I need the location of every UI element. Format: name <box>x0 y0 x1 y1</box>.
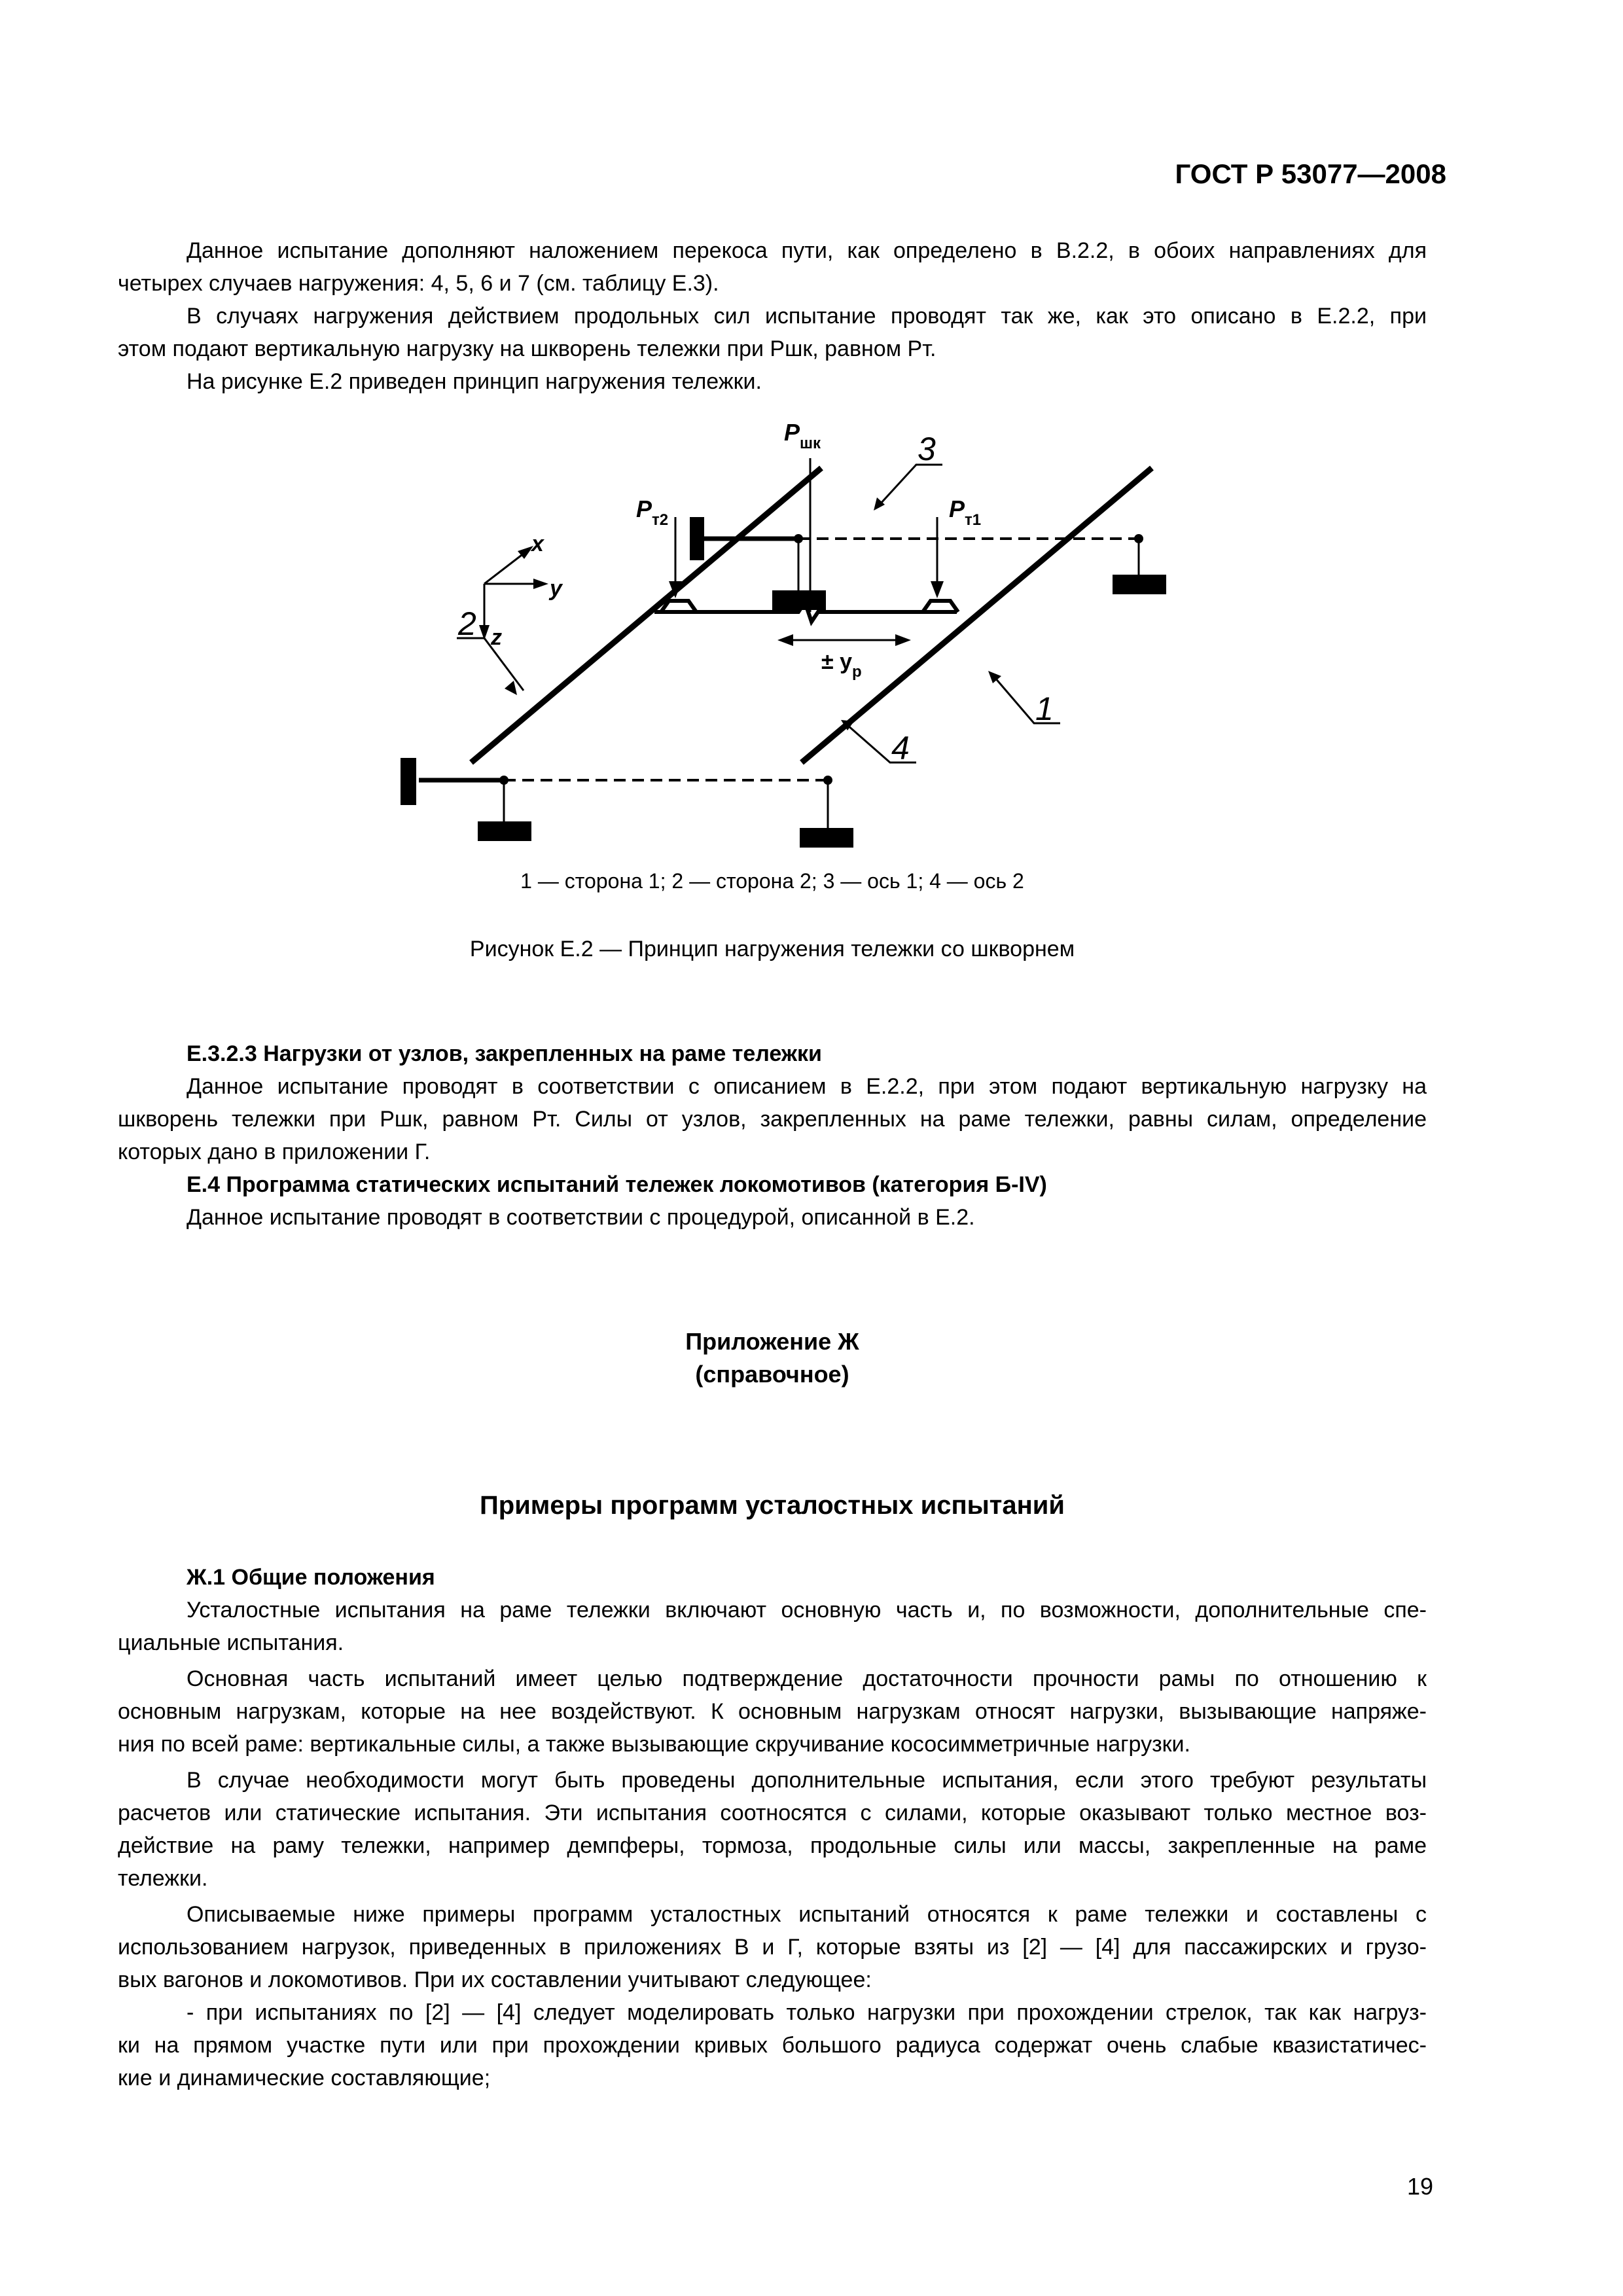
paragraph-line: использованием нагрузок, приведенных в приложениях В и Г, которые взяты из [2] — [4] для пассажирских и грузо- <box>118 1935 1427 1960</box>
figure-caption: Рисунок Е.2 — Принцип нагружения тележки со шкворнем <box>469 937 1075 961</box>
paragraph-line: действие на раму тележки, например демпферы, тормоза, продольные силы или массы, закрепленные на раме <box>118 1833 1427 1858</box>
paragraph-line: ния по всей раме: вертикальные силы, а также вызывающие скручивание кососимметричные нагрузки. <box>118 1732 1190 1757</box>
axlebox-block <box>1113 575 1166 594</box>
figure-legend: 1 — сторона 1; 2 — сторона 2; 3 — ось 1; 4 — ось 2 <box>520 869 1024 893</box>
appendix-heading: Примеры программ усталостных испытаний <box>480 1491 1065 1520</box>
paragraph-line: Данное испытание проводят в соответствии с процедурой, описанной в Е.2. <box>187 1205 975 1230</box>
paragraph-line: - при испытаниях по [2] — [4] следует моделировать только нагрузки при прохождении стрелок, так как нагруз- <box>187 2000 1427 2025</box>
appendix-subtitle: (справочное) <box>695 1361 849 1388</box>
paragraph-line: четырех случаев нагружения: 4, 5, 6 и 7 (см. таблицу Е.3). <box>118 271 719 296</box>
paragraph-line: В случае необходимости могут быть проведены дополнительные испытания, если этого требуют результаты <box>187 1768 1427 1793</box>
x-axis-label: x <box>531 531 544 556</box>
paragraph-line: Данное испытание дополняют наложением перекоса пути, как определено в В.2.2, в обоих направлениях для <box>187 238 1427 263</box>
paragraph-line: Усталостные испытания на раме тележки включают основную часть и, по возможности, дополнительные спе- <box>187 1598 1427 1623</box>
section-heading-e323: Е.3.2.3 Нагрузки от узлов, закрепленных на раме тележки <box>187 1041 822 1066</box>
pt1-label: $P_{т1}$ <box>949 495 982 529</box>
paragraph-line: основным нагрузкам, которые на нее воздействуют. К основным нагрузкам относят нагрузки, вызывающие напряже- <box>118 1699 1427 1724</box>
page-number: 19 <box>1406 2173 1433 2200</box>
paragraph-line: циальные испытания. <box>118 1630 344 1655</box>
paragraph-line: тележки. <box>118 1866 208 1891</box>
y-axis-label: y <box>550 576 562 601</box>
paragraph-line: Данное испытание проводят в соответствии с описанием в Е.2.2, при этом подают вертикальную нагрузку на <box>187 1074 1427 1099</box>
section-heading-zh1: Ж.1 Общие положения <box>187 1565 435 1590</box>
paragraph-line: В случаях нагружения действием продольных сил испытание проводят так же, как это описано в Е.2.2, при <box>187 304 1427 329</box>
yp-label: ± $y_p$ <box>821 649 862 681</box>
x-axis <box>484 551 527 584</box>
axlebox-block <box>478 821 531 841</box>
paragraph-line: На рисунке Е.2 приведен принцип нагружения тележки. <box>187 369 762 394</box>
pshk-label: $P_{шк}$ <box>784 419 821 452</box>
paragraph-line: Описываемые ниже примеры программ усталостных испытаний относятся к раме тележки и составлены с <box>187 1902 1427 1927</box>
paragraph-line: вых вагонов и локомотивов. При их составлении учитывают следующее: <box>118 1967 872 1992</box>
appendix-title: Приложение Ж <box>685 1328 859 1355</box>
axlebox-block <box>772 590 826 610</box>
axlebox-block <box>690 517 704 560</box>
paragraph-line: шкворень тележки при Pшк, равном Pт. Силы от узлов, закрепленных на раме тележки, равны силам, определение <box>118 1107 1427 1132</box>
axlebox-block <box>401 758 416 805</box>
callout-4: 4 <box>891 730 910 766</box>
paragraph-line: ки на прямом участке пути или при прохождении кривых большого радиуса содержат очень слабые квазистатичес- <box>118 2033 1427 2058</box>
axlebox-block <box>800 828 853 848</box>
paragraph-line: расчетов или статические испытания. Эти испытания соотносятся с силами, которые оказывают только местное воз- <box>118 1801 1427 1825</box>
leader-3 <box>880 465 942 504</box>
z-axis-label: z <box>491 625 502 650</box>
bogie-loading-diagram <box>366 412 1257 884</box>
paragraph-line: Основная часть испытаний имеет целью подтверждение достаточности прочности рамы по отношению к <box>187 1666 1427 1691</box>
paragraph-line: этом подают вертикальную нагрузку на шкворень тележки при Pшк, равном Pт. <box>118 336 936 361</box>
standard-header: ГОСТ Р 53077—2008 <box>1175 158 1446 189</box>
callout-1: 1 <box>1035 691 1054 727</box>
callout-2: 2 <box>458 605 476 642</box>
pt1-arrowhead <box>931 581 944 598</box>
callout-3: 3 <box>918 431 936 467</box>
section-heading-e4: Е.4 Программа статических испытаний тележек локомотивов (категория Б-IV) <box>187 1172 1047 1197</box>
pt2-label: $P_{т2}$ <box>636 495 669 529</box>
paragraph-line: кие и динамические составляющие; <box>118 2066 491 2090</box>
paragraph-line: которых дано в приложении Г. <box>118 1139 431 1164</box>
